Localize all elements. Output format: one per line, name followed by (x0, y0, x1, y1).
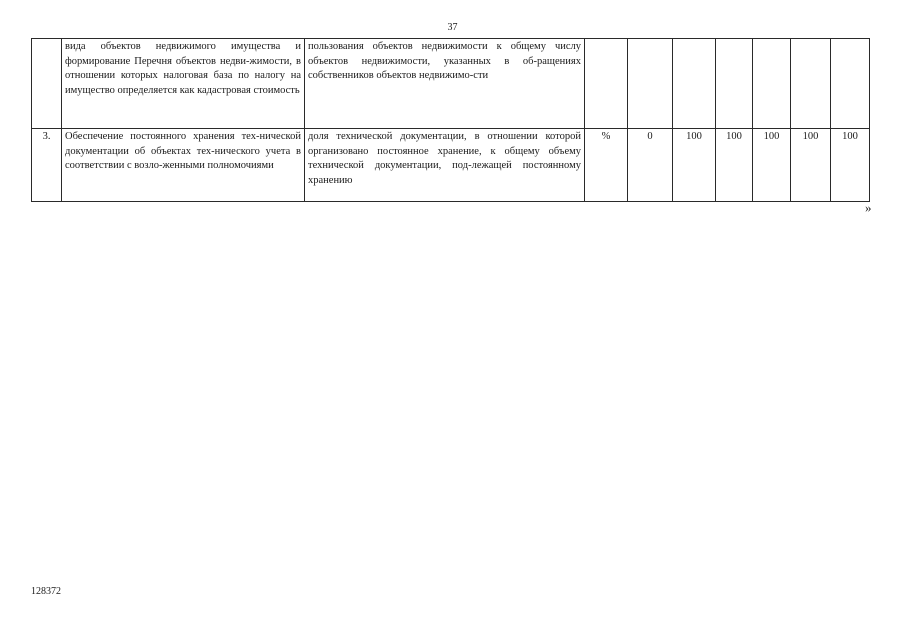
value-cell: 100 (753, 129, 791, 202)
value-cell: 100 (791, 129, 831, 202)
unit-cell: % (585, 129, 628, 202)
activity-name: вида объектов недвижимого имущества и формирование Перечня объектов недви-жимости, в отношении которых налоговая база по налогу на имущество определяется как кадастровая стоимость (62, 39, 305, 129)
row-number: 3. (32, 129, 62, 202)
value-cell (716, 39, 753, 129)
table-row (32, 129, 870, 202)
page-number: 37 (447, 22, 458, 33)
indicator-name: пользования объектов недвижимости к общему числу объектов недвижимости, указанных в об-ращениях собственников объектов недвижимо-сти (305, 39, 585, 129)
unit-cell (585, 39, 628, 129)
value-cell: 100 (673, 129, 716, 202)
value-cell (673, 39, 716, 129)
indicator-name: доля технической документации, в отношении которой организовано постоянное хранение, к общему объему технической документации, под-лежащей постоянному хранению (305, 129, 585, 202)
value-cell: 100 (716, 129, 753, 202)
value-cell (791, 39, 831, 129)
footer-code: 128372 (31, 586, 61, 597)
value-cell: 0 (628, 129, 673, 202)
activity-name: Обеспечение постоянного хранения тех-нической документации об объектах тех-нического учета в соответствии с возло-женными полномочиями (62, 129, 305, 202)
program-indicators-table (31, 38, 870, 202)
value-cell (831, 39, 870, 129)
value-cell: 100 (831, 129, 870, 202)
value-cell (753, 39, 791, 129)
value-cell (628, 39, 673, 129)
row-number (32, 39, 62, 129)
table-row (32, 39, 870, 129)
closing-quote: » (865, 200, 872, 215)
